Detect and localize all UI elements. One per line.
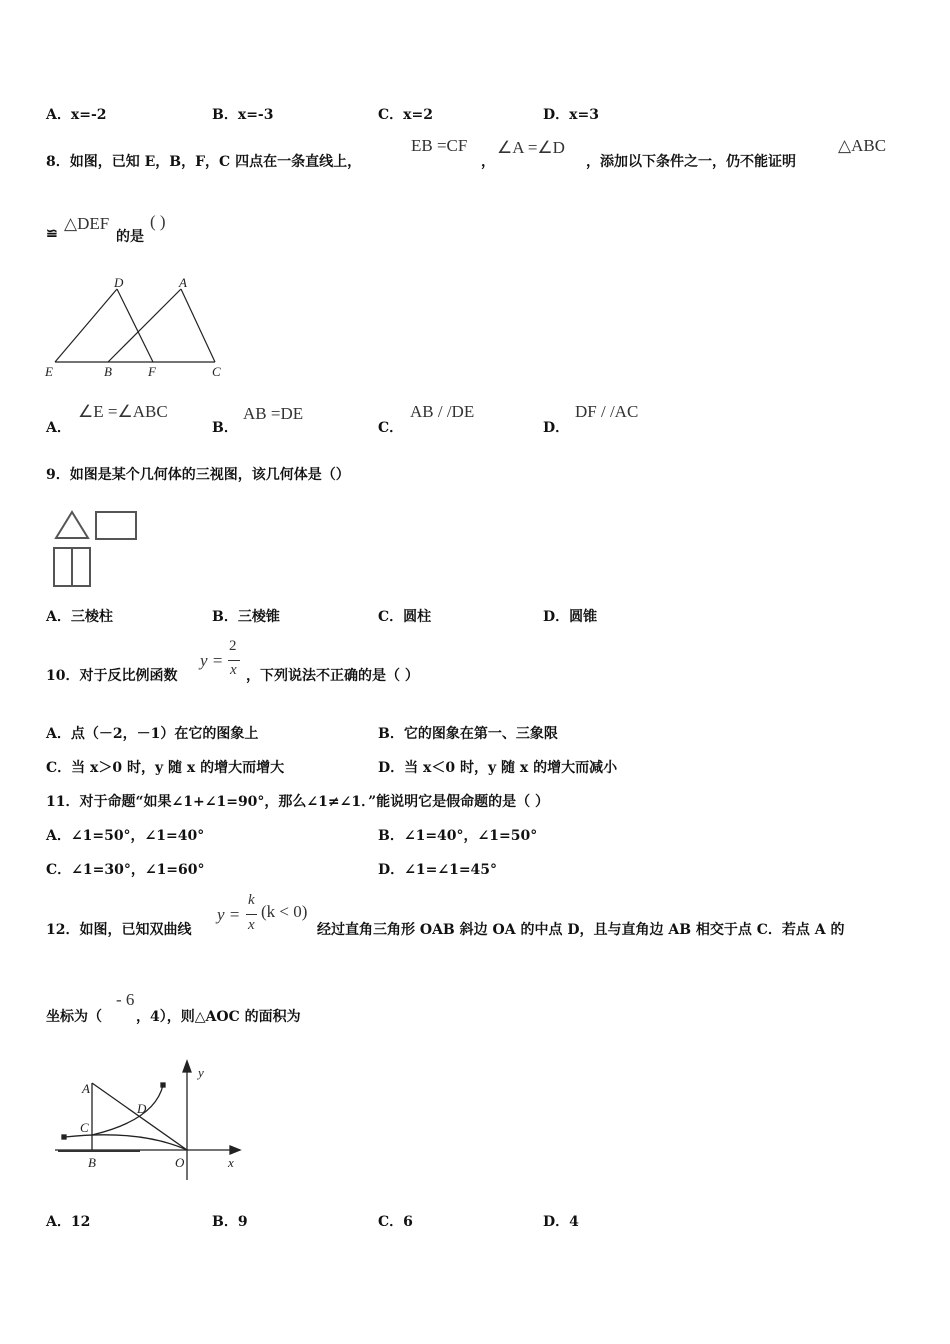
q11-text: 11．对于命题“如果∠1+∠1=90°，那么∠1≠∠1．”能说明它是假命题的是（ ）	[46, 794, 550, 810]
q8-option-b: B．	[212, 420, 238, 436]
q11-option-c: C．∠1=30°，∠1=60°	[46, 862, 205, 878]
label-a: A	[82, 1081, 90, 1096]
q8-cong: ≌	[46, 226, 58, 242]
q9-option-c: C．圆柱	[378, 609, 432, 625]
q12-option-a: A．12	[46, 1214, 91, 1230]
q12-suffix: 经过直角三角形 OAB 斜边 OA 的中点 D，且与直角边 AB 相交于点 C．若点 A 的	[317, 922, 845, 938]
q12-math-den: x	[248, 917, 255, 933]
q8-suffix: 的是	[116, 229, 144, 245]
q10-option-a: A．点（－2，－1）在它的图象上	[46, 726, 259, 742]
label-d: D	[137, 1101, 147, 1116]
q8-option-a-math: ∠E =∠ABC	[78, 402, 168, 421]
q10-math-y: y =	[200, 651, 224, 670]
q11-option-b: B．∠1=40°，∠1=50°	[378, 828, 538, 844]
q12-math-y: y =	[217, 905, 241, 924]
label-d: D	[114, 275, 124, 290]
q8-triangle-figure	[40, 272, 240, 382]
fraction-bar	[246, 914, 257, 915]
q12-option-d: D．4	[543, 1214, 579, 1230]
q8-math-angle: ∠A =∠D	[497, 138, 565, 157]
q8-option-b-math: AB =DE	[243, 404, 304, 423]
label-f: F	[148, 364, 156, 379]
q9-option-a: A．三棱柱	[46, 609, 113, 625]
q12-line2a: 坐标为（	[46, 1009, 102, 1025]
q8-option-d-math: DF / /AC	[575, 402, 639, 421]
label-y: y	[198, 1065, 204, 1080]
q7-option-d: D．x=3	[543, 107, 599, 123]
q8-math-eb-cf: EB =CF	[411, 136, 468, 155]
q10-option-d: D．当 x＜0 时，y 随 x 的增大而减小	[378, 760, 618, 776]
fraction-bar	[228, 660, 240, 661]
q8-math-abc: △ABC	[838, 136, 887, 155]
q10-prefix: 10．对于反比例函数	[46, 668, 178, 684]
q8-math-def: △DEF	[64, 214, 110, 233]
label-b: B	[104, 364, 112, 379]
q7-option-c: C．x=2	[378, 107, 433, 123]
q10-math-den: x	[230, 662, 237, 678]
q9-option-b: B．三棱锥	[212, 609, 280, 625]
q7-option-a: A．x=-2	[46, 107, 107, 123]
label-a: A	[179, 275, 187, 290]
label-c: C	[212, 364, 221, 379]
q8-option-a: A．	[46, 420, 71, 436]
q12-math-cond: (k < 0)	[261, 902, 308, 921]
q9-text: 9．如图是某个几何体的三视图，该几何体是（）	[46, 467, 350, 483]
q12-option-b: B．9	[212, 1214, 248, 1230]
q8-option-c-math: AB / /DE	[410, 402, 475, 421]
label-b: B	[88, 1155, 96, 1170]
q10-suffix: ，下列说法不正确的是（ ）	[246, 668, 419, 684]
q9-three-view-figure	[46, 502, 146, 592]
q7-option-b: B．x=-3	[212, 107, 274, 123]
q10-option-c: C．当 x＞0 时，y 随 x 的增大而增大	[46, 760, 285, 776]
q11-option-d: D．∠1=∠1=45°	[378, 862, 498, 878]
q8-prefix: 8．如图，已知 E，B，F，C 四点在一条直线上，	[46, 154, 362, 170]
q9-option-d: D．圆锥	[543, 609, 598, 625]
q10-math-num: 2	[229, 638, 237, 654]
q12-neg6: - 6	[116, 990, 135, 1009]
label-c: C	[80, 1120, 89, 1135]
q8-middle: ，添加以下条件之一，仍不能证明	[586, 154, 796, 170]
q12-line2b: ，4），则△AOC 的面积为	[136, 1009, 301, 1025]
q8-option-c: C．	[378, 420, 404, 436]
label-o: O	[175, 1155, 185, 1170]
q12-option-c: C．6	[378, 1214, 413, 1230]
q8-option-d: D．	[543, 420, 570, 436]
q12-math-num: k	[248, 892, 255, 908]
q12-coordinate-figure	[50, 1055, 250, 1190]
label-e: E	[45, 364, 53, 379]
q10-option-b: B．它的图象在第一、三象限	[378, 726, 558, 742]
q11-option-a: A．∠1=50°，∠1=40°	[46, 828, 205, 844]
label-x: x	[228, 1155, 234, 1170]
q8-comma: ，	[481, 154, 495, 170]
q12-prefix: 12．如图，已知双曲线	[46, 922, 192, 938]
q8-paren: ( )	[150, 212, 166, 231]
